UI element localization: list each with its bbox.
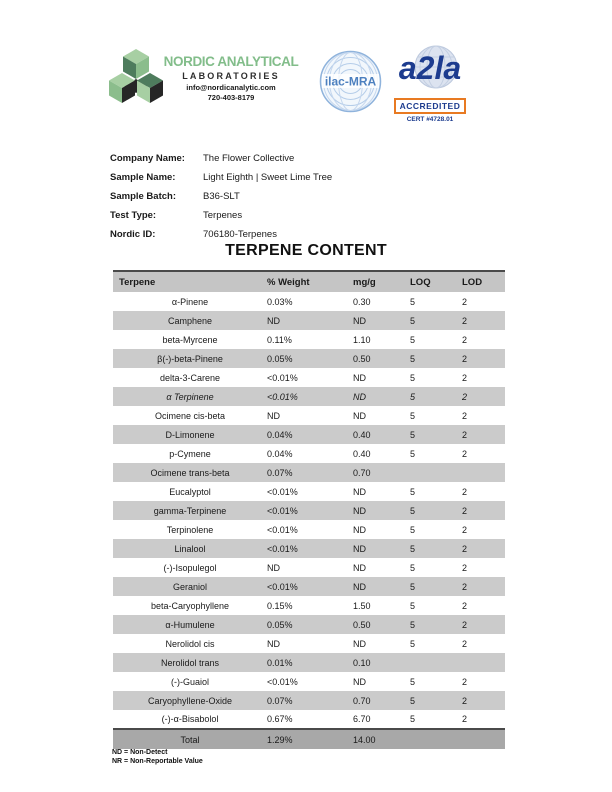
a2la-wordmark: a2la	[398, 50, 462, 86]
terpene-table-footer	[113, 729, 505, 749]
loq-cell: 5	[410, 391, 416, 402]
table-row	[113, 368, 505, 387]
terpene-name-cell: beta-Caryophyllene	[150, 600, 230, 611]
info-value: The Flower Collective	[203, 153, 295, 164]
weight-cell: <0.01%	[267, 372, 298, 383]
terpene-name-cell: Nerolidol trans	[160, 657, 220, 668]
terpene-name-cell: α Terpinene	[166, 391, 214, 402]
lod-cell: 2	[462, 676, 468, 687]
terpene-table	[113, 270, 505, 749]
lod-cell: 2	[462, 695, 468, 706]
mgg-cell: 0.30	[353, 296, 371, 307]
mgg-cell: ND	[353, 505, 366, 516]
lod-cell: 2	[462, 581, 468, 592]
info-row-company	[110, 149, 332, 168]
terpene-name-cell: delta-3-Carene	[159, 372, 221, 383]
mgg-cell: 0.70	[353, 467, 371, 478]
weight-cell: 0.07%	[267, 467, 293, 478]
col-header-lod: LOD	[462, 276, 483, 288]
loq-cell: 5	[410, 581, 416, 592]
table-row	[113, 349, 505, 368]
weight-cell: 0.05%	[267, 619, 293, 630]
weight-cell: 0.04%	[267, 429, 293, 440]
lod-cell: 2	[462, 410, 468, 421]
mgg-cell: ND	[353, 372, 366, 383]
terpene-name-cell: D-Limonene	[165, 429, 215, 440]
col-header-weight: % Weight	[267, 276, 310, 288]
terpene-table-header	[113, 271, 505, 292]
terpene-name-cell: Camphene	[167, 315, 213, 326]
weight-cell: <0.01%	[267, 505, 298, 516]
lod-cell: 2	[462, 334, 468, 345]
lod-cell: 2	[462, 391, 468, 402]
mgg-cell: 1.50	[353, 600, 371, 611]
table-row	[113, 672, 505, 691]
terpene-name-cell: Ocimene trans-beta	[150, 467, 230, 478]
mgg-cell: 0.40	[353, 429, 371, 440]
footnote-nr: NR = Non-Reportable Value	[112, 757, 203, 765]
total-label: Total	[180, 734, 200, 745]
weight-cell: 0.04%	[267, 448, 293, 459]
weight-cell: <0.01%	[267, 676, 298, 687]
nordic-cubes-logo	[107, 46, 165, 114]
loq-cell: 5	[410, 448, 416, 459]
weight-cell: ND	[267, 410, 280, 421]
lod-cell: 2	[462, 315, 468, 326]
a2la-accreditation	[390, 45, 470, 123]
info-label: Test Type:	[110, 210, 157, 221]
lod-cell: 2	[462, 296, 468, 307]
footnote-nd: ND = Non-Detect	[112, 749, 168, 756]
mgg-cell: ND	[353, 410, 366, 421]
lod-cell: 2	[462, 372, 468, 383]
loq-cell: 5	[410, 334, 416, 345]
lod-cell: 2	[462, 524, 468, 535]
table-row	[113, 444, 505, 463]
lod-cell: 2	[462, 562, 468, 573]
loq-cell: 5	[410, 353, 416, 364]
lod-cell: 2	[462, 429, 468, 440]
lod-cell: 2	[462, 619, 468, 630]
mgg-cell: 0.40	[353, 448, 371, 459]
loq-cell: 5	[410, 600, 416, 611]
weight-cell: 0.15%	[267, 600, 293, 611]
info-value: Terpenes	[203, 210, 243, 221]
terpene-name-cell: Ocimene cis-beta	[154, 410, 226, 421]
table-row	[113, 710, 505, 729]
weight-cell: 0.05%	[267, 353, 293, 364]
lod-cell: 2	[462, 505, 468, 516]
loq-cell: 5	[410, 619, 416, 630]
loq-cell	[410, 463, 462, 482]
col-header-loq: LOQ	[410, 276, 431, 288]
info-label: Sample Batch:	[110, 191, 176, 202]
a2la-globe-icon	[390, 45, 470, 91]
table-row	[113, 539, 505, 558]
lab-name: NORDIC ANALYTICAL	[163, 54, 299, 69]
table-row	[113, 463, 505, 482]
terpene-name-cell: Geraniol	[172, 581, 208, 592]
terpene-name-cell: Terpinolene	[166, 524, 214, 535]
mgg-cell: ND	[353, 581, 366, 592]
footnotes	[112, 749, 203, 766]
loq-cell: 5	[410, 562, 416, 573]
loq-cell: 5	[410, 638, 416, 649]
table-row	[113, 501, 505, 520]
weight-cell: 0.03%	[267, 296, 293, 307]
total-weight: 1.29%	[267, 734, 293, 745]
loq-cell: 5	[410, 372, 416, 383]
loq-cell: 5	[410, 695, 416, 706]
mgg-cell: 0.50	[353, 619, 371, 630]
ilac-mra-seal-icon	[319, 50, 382, 113]
info-row-sample-name	[110, 168, 332, 187]
terpene-table-body	[113, 292, 505, 729]
total-loq	[410, 729, 462, 749]
mgg-cell: ND	[353, 315, 366, 326]
loq-cell: 5	[410, 524, 416, 535]
header-row	[113, 271, 505, 292]
terpene-name-cell: Eucalyptol	[169, 486, 211, 497]
lod-cell: 2	[462, 714, 468, 724]
table-row	[113, 634, 505, 653]
lod-cell	[462, 653, 505, 672]
loq-cell: 5	[410, 296, 416, 307]
info-value: B36-SLT	[203, 191, 240, 202]
loq-cell: 5	[410, 676, 416, 687]
info-label: Nordic ID:	[110, 229, 156, 240]
terpene-name-cell: (-)-Guaiol	[170, 676, 209, 687]
lod-cell: 2	[462, 543, 468, 554]
mgg-cell: 1.10	[353, 334, 371, 345]
mgg-cell: ND	[353, 486, 366, 497]
loq-cell	[410, 653, 462, 672]
lab-email: info@nordicanalytic.com	[186, 83, 276, 92]
mgg-cell: 0.70	[353, 695, 371, 706]
terpene-name-cell: gamma-Terpinene	[153, 505, 227, 516]
table-row	[113, 653, 505, 672]
loq-cell: 5	[410, 505, 416, 516]
loq-cell: 5	[410, 410, 416, 421]
lab-subtitle: LABORATORIES	[182, 71, 280, 81]
loq-cell: 5	[410, 429, 416, 440]
terpene-name-cell: Caryophyllene-Oxide	[147, 695, 233, 706]
lod-cell: 2	[462, 486, 468, 497]
col-header-terpene: Terpene	[119, 276, 156, 288]
mgg-cell: ND	[353, 391, 366, 402]
lod-cell: 2	[462, 638, 468, 649]
weight-cell: 0.67%	[267, 714, 293, 724]
ilac-mra-label: ilac-MRA	[324, 74, 377, 89]
table-row	[113, 577, 505, 596]
weight-cell: ND	[267, 638, 280, 649]
mgg-cell: 0.10	[353, 657, 371, 668]
weight-cell: <0.01%	[267, 581, 298, 592]
weight-cell: 0.07%	[267, 695, 293, 706]
info-row-test-type	[110, 206, 332, 225]
loq-cell: 5	[410, 543, 416, 554]
lab-phone: 720-403-8179	[207, 93, 255, 102]
loq-cell: 5	[410, 486, 416, 497]
col-header-mgg: mg/g	[353, 276, 376, 288]
mgg-cell: ND	[353, 562, 366, 573]
loq-cell: 5	[410, 714, 416, 724]
table-row	[113, 311, 505, 330]
weight-cell: <0.01%	[267, 486, 298, 497]
info-label: Sample Name:	[110, 172, 176, 183]
total-lod	[462, 729, 505, 749]
terpene-name-cell: (-)-Isopulegol	[163, 562, 217, 573]
mgg-cell: ND	[353, 676, 366, 687]
table-row	[113, 387, 505, 406]
terpene-name-cell: Nerolidol cis	[165, 638, 215, 649]
sample-info-block	[110, 149, 332, 244]
terpene-name-cell: p-Cymene	[169, 448, 211, 459]
weight-cell: 0.11%	[267, 334, 292, 345]
table-row	[113, 482, 505, 501]
table-row	[113, 691, 505, 710]
page-title: TERPENE CONTENT	[225, 242, 387, 259]
terpene-name-cell: (-)-α-Bisabolol	[161, 714, 219, 724]
info-label: Company Name:	[110, 153, 185, 164]
table-row	[113, 615, 505, 634]
info-row-sample-batch	[110, 187, 332, 206]
table-row	[113, 292, 505, 311]
weight-cell: ND	[267, 315, 280, 326]
table-row	[113, 330, 505, 349]
lod-cell: 2	[462, 448, 468, 459]
terpene-name-cell: β(-)-beta-Pinene	[157, 353, 223, 364]
loq-cell: 5	[410, 315, 416, 326]
table-row	[113, 406, 505, 425]
info-value: Light Eighth | Sweet Lime Tree	[203, 172, 333, 183]
weight-cell: <0.01%	[267, 524, 298, 535]
terpene-name-cell: α-Humulene	[165, 619, 215, 630]
table-row	[113, 596, 505, 615]
lod-cell: 2	[462, 353, 468, 364]
lod-cell	[462, 463, 505, 482]
weight-cell: <0.01%	[267, 543, 298, 554]
mgg-cell: ND	[353, 543, 366, 554]
mgg-cell: 6.70	[353, 714, 371, 724]
table-row	[113, 520, 505, 539]
mgg-cell: ND	[353, 524, 366, 535]
lab-identity	[160, 54, 302, 102]
terpene-name-cell: Linalool	[174, 543, 206, 554]
terpene-name-cell: beta-Myrcene	[162, 334, 218, 345]
total-row	[113, 729, 505, 749]
terpene-name-cell: α-Pinene	[171, 296, 209, 307]
mgg-cell: 0.50	[353, 353, 371, 364]
a2la-cert-number: CERT #4728.01	[406, 116, 454, 123]
a2la-accredited-badge: ACCREDITED	[394, 98, 467, 114]
lod-cell: 2	[462, 600, 468, 611]
mgg-cell: ND	[353, 638, 366, 649]
table-row	[113, 425, 505, 444]
total-mgg: 14.00	[353, 734, 376, 745]
info-value: 706180-Terpenes	[203, 229, 277, 240]
weight-cell: <0.01%	[267, 391, 298, 402]
weight-cell: 0.01%	[267, 657, 293, 668]
weight-cell: ND	[267, 562, 280, 573]
table-row	[113, 558, 505, 577]
